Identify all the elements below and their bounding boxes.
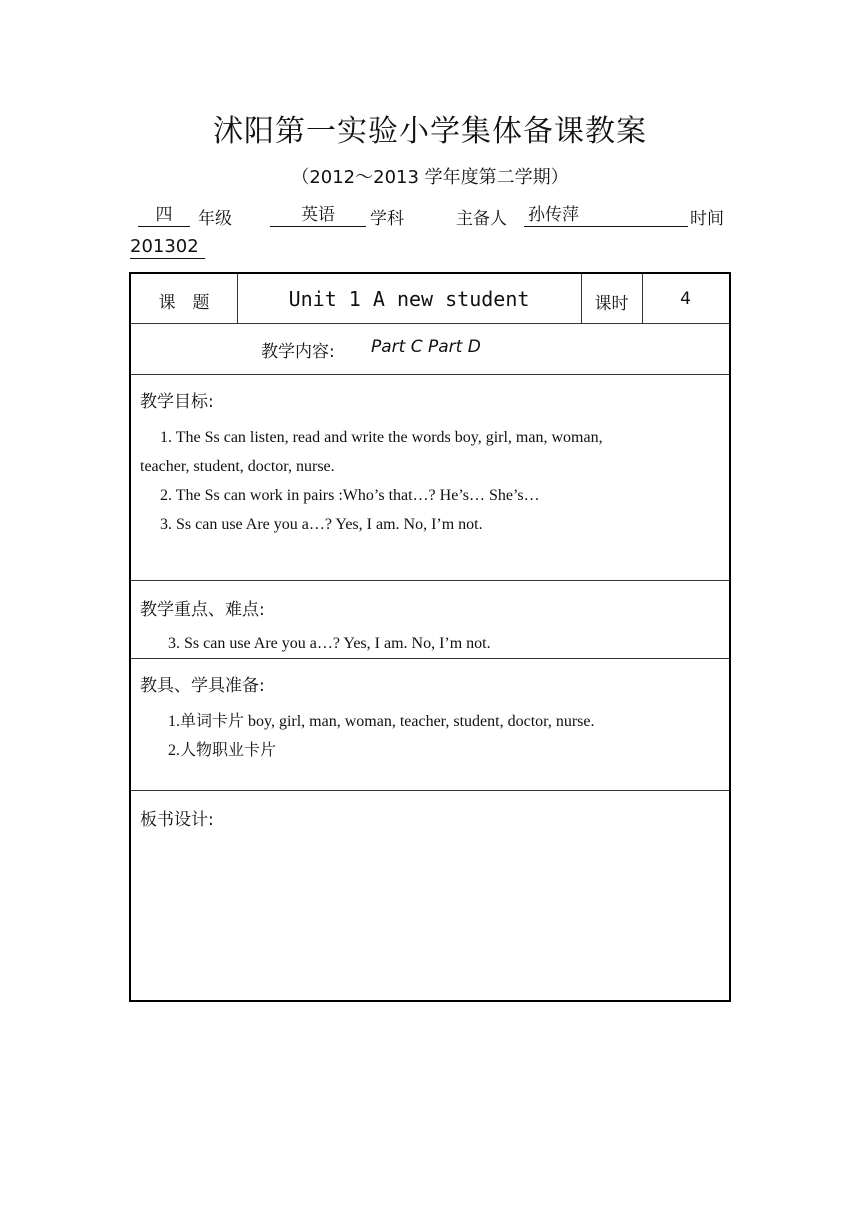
subject-value: 英语 (270, 204, 366, 227)
period-label: 课时 (594, 294, 629, 314)
lead-field (524, 204, 688, 227)
grade-label: 年级 (198, 209, 232, 229)
content-value: Part C Part D (371, 337, 481, 357)
time-label: 时间 (690, 209, 724, 229)
objectives-line: teacher, student, doctor, nurse. (140, 458, 335, 475)
document-subtitle: （2012～2013 学年度第二学期） (291, 167, 569, 188)
keypoints-line: 3. Ss can use Are you a…? Yes, I am. No, I’m not. (168, 635, 491, 652)
subject-label: 学科 (370, 209, 404, 229)
row-divider (131, 790, 729, 791)
keypoints-label: 教学重点、难点: (140, 600, 265, 620)
objectives-label: 教学目标: (140, 392, 214, 412)
topic-label: 课 题 (158, 293, 210, 313)
time-value: 201302 (130, 236, 205, 259)
lead-label: 主备人 (456, 209, 507, 229)
lead-value: 孙传萍 (524, 204, 688, 227)
row-divider (131, 374, 729, 375)
objectives-line: 1. The Ss can listen, read and write the words boy, girl, man, woman, (160, 429, 603, 446)
objectives-line: 3. Ss can use Are you a…? Yes, I am. No, I’m not. (160, 516, 483, 533)
grade-value: 四 (138, 204, 190, 227)
subject-field (270, 204, 366, 227)
materials-label: 教具、学具准备: (140, 676, 265, 696)
objectives-line: 2. The Ss can work in pairs :Who’s that…? He’s… She’s… (160, 487, 540, 504)
board-label: 板书设计: (140, 810, 214, 830)
document-title: 沭阳第一实验小学集体备课教案 (213, 114, 647, 149)
row-divider (131, 658, 729, 659)
row-divider (131, 580, 729, 581)
grade-field (138, 204, 190, 227)
topic-value: Unit 1 A new student (288, 287, 530, 311)
row-divider (131, 323, 729, 324)
content-label: 教学内容: (261, 342, 335, 362)
materials-line: 2.人物职业卡片 (168, 742, 277, 759)
lesson-plan-table (129, 272, 731, 1002)
materials-line: 1.单词卡片 boy, girl, man, woman, teacher, student, doctor, nurse. (168, 713, 595, 730)
period-value: 4 (680, 289, 691, 309)
info-line (130, 204, 730, 230)
